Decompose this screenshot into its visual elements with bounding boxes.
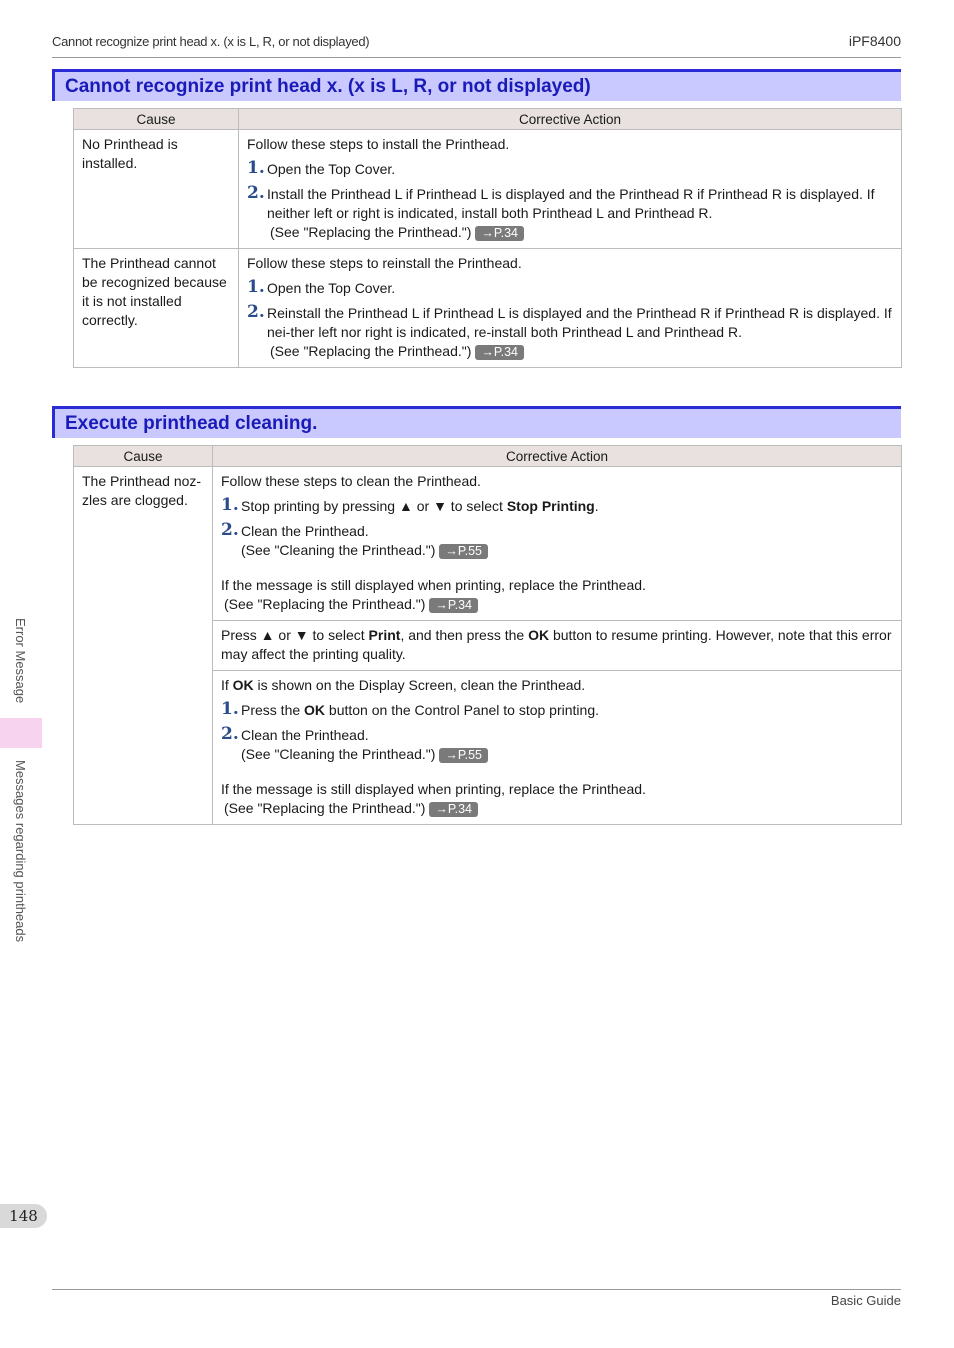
cause-cell: No Printhead is installed. (74, 130, 239, 249)
step-2 (247, 185, 893, 223)
table-header-row (74, 109, 902, 130)
step-text: Open the Top Cover. (267, 280, 396, 296)
replace-note: If the message is still displayed when printing, replace the Printhead. (221, 781, 646, 797)
table-header-row (74, 446, 902, 467)
step-number: 1. (221, 699, 239, 719)
action-cell (213, 671, 902, 825)
sidebar-chapter-tab (0, 718, 42, 748)
replace-note: If the message is still displayed when printing, replace the Printhead. (221, 577, 646, 593)
step-number: 1. (247, 158, 265, 178)
see-text: (See "Cleaning the Printhead.") (241, 542, 436, 558)
action-intro: Follow these steps to reinstall the Printhead. (247, 255, 522, 271)
see-text: (See "Cleaning the Printhead.") (241, 746, 436, 762)
action-intro: Follow these steps to clean the Printhead. (221, 473, 481, 489)
see-reference (247, 223, 893, 242)
cause-cell: The Printhead noz-zles are clogged. (74, 467, 213, 825)
step-number: 1. (221, 495, 239, 515)
action-cell (239, 130, 902, 249)
step-number: 2. (247, 183, 265, 203)
guide-name: Basic Guide (830, 1293, 901, 1308)
page-reference-link[interactable]: →P.34 (429, 802, 478, 817)
step-text: Install the Printhead L if Printhead L is displayed and the Printhead R if Printhead R is displayed. If neither left or right is indicated, install both Printhead L and Printhead R. (267, 186, 875, 221)
step-number: 2. (221, 520, 239, 540)
page-number: 148 (0, 1204, 47, 1228)
action-intro: If OK is shown on the Display Screen, clean the Printhead. (221, 677, 586, 693)
see-text: (See "Replacing the Printhead.") (224, 596, 426, 612)
page-reference-link[interactable]: →P.34 (475, 226, 524, 241)
see-reference (221, 799, 893, 818)
step-number: 2. (221, 724, 239, 744)
ok-button-label: OK (304, 702, 326, 718)
step-text: Stop printing by pressing ▲ or ▼ to select Stop Printing. (241, 498, 599, 514)
action-cell (239, 249, 902, 368)
running-header-title: Cannot recognize print head x. (x is L, R, or not displayed) (52, 34, 370, 49)
see-reference (247, 342, 893, 361)
footer-rule (52, 1289, 901, 1290)
step-1 (221, 701, 893, 720)
table-row (74, 249, 902, 368)
step-1 (221, 497, 893, 516)
table-cannot-recognize (73, 108, 902, 368)
step-text: Clean the Printhead. (See "Cleaning the Printhead.") →P.55 (241, 522, 893, 560)
col-header-cause: Cause (74, 446, 213, 467)
section-title-cannot-recognize: Cannot recognize print head x. (x is L, R, or not displayed) (52, 69, 901, 101)
model-name: iPF8400 (848, 33, 901, 49)
step-2 (221, 522, 893, 560)
menu-item-print: Print (368, 627, 401, 643)
step-2 (221, 726, 893, 764)
step-text: Open the Top Cover. (267, 161, 396, 177)
menu-item-stop-printing: Stop Printing (506, 498, 595, 514)
cause-cell: The Printhead cannot be recognized because it is not installed correctly. (74, 249, 239, 368)
page-reference-link[interactable]: →P.55 (439, 748, 488, 763)
table-row (74, 467, 902, 621)
col-header-cause: Cause (74, 109, 239, 130)
step-number: 2. (247, 302, 265, 322)
step-text: Clean the Printhead. (See "Cleaning the Printhead.") →P.55 (241, 726, 893, 764)
step-number: 1. (247, 277, 265, 297)
see-text: (See "Replacing the Printhead.") (224, 800, 426, 816)
see-text: (See "Replacing the Printhead.") (270, 224, 472, 240)
step-text: Reinstall the Printhead L if Printhead L is displayed and the Printhead R if Printhead R is displayed. If nei-ther left nor right is indicated, re-install both Printhead L and Printhead R. (267, 305, 892, 340)
header-rule (52, 57, 901, 58)
see-reference (221, 595, 893, 614)
step-text: Press the OK button on the Control Panel to stop printing. (241, 702, 599, 718)
sidebar-section-label: Messages regarding printheads (13, 760, 28, 943)
action-intro: Follow these steps to install the Printhead. (247, 136, 510, 152)
sidebar-chapter-label: Error Message (13, 618, 28, 704)
ok-label: OK (232, 677, 254, 693)
step-1 (247, 160, 893, 179)
page-reference-link[interactable]: →P.34 (475, 345, 524, 360)
col-header-action: Corrective Action (239, 109, 902, 130)
see-text: (See "Replacing the Printhead.") (270, 343, 472, 359)
action-cell: Press ▲ or ▼ to select Print, and then press the OK button to resume printing. However, note that this error may affect the printing quality. (213, 621, 902, 671)
page-reference-link[interactable]: →P.55 (439, 544, 488, 559)
step-2 (247, 304, 893, 342)
step-1 (247, 279, 893, 298)
action-cell (213, 467, 902, 621)
ok-button-label: OK (528, 627, 550, 643)
table-row (74, 130, 902, 249)
table-execute-cleaning (73, 445, 902, 825)
page-reference-link[interactable]: →P.34 (429, 598, 478, 613)
col-header-action: Corrective Action (213, 446, 902, 467)
section-title-execute-cleaning: Execute printhead cleaning. (52, 406, 901, 438)
